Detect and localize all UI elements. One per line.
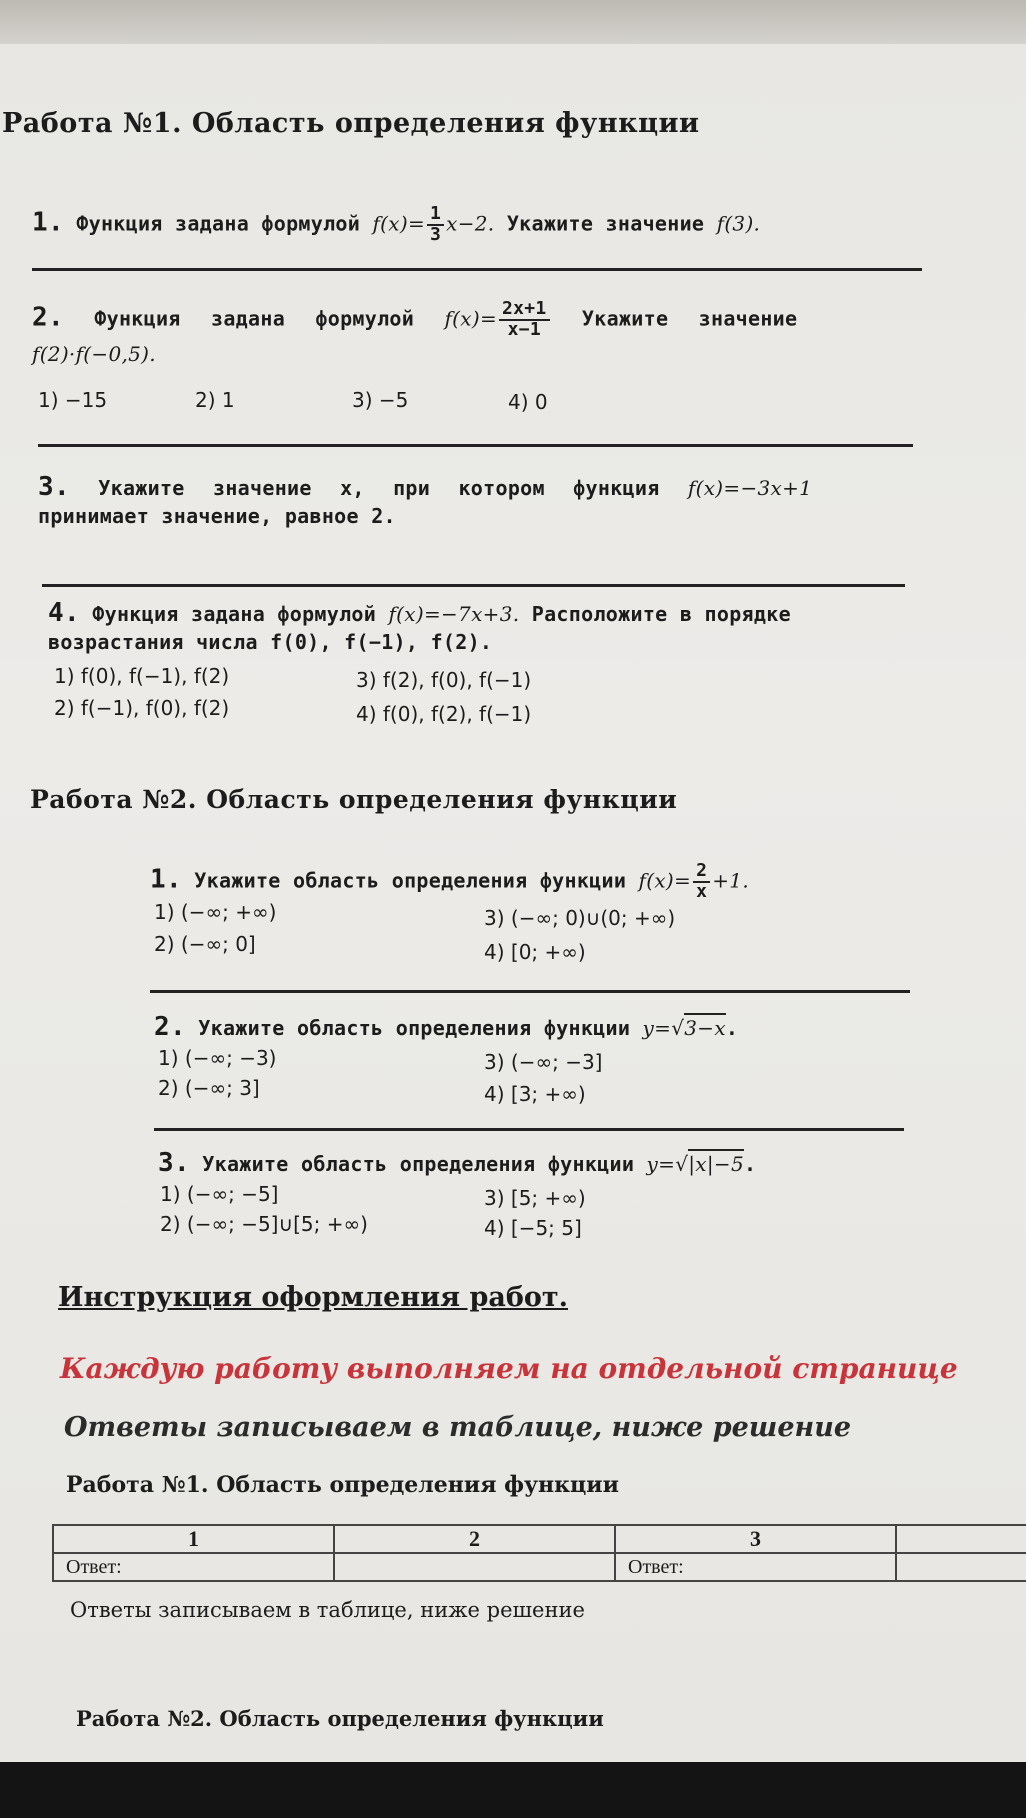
formula-rest: x−2. bbox=[446, 211, 495, 236]
q-number: 3. bbox=[38, 472, 70, 502]
fraction bbox=[693, 862, 710, 902]
work2-q2 bbox=[154, 1012, 738, 1042]
q-number: 3. bbox=[158, 1148, 190, 1178]
q-text2: Расположите в порядке bbox=[531, 602, 791, 626]
frac-den: x bbox=[696, 880, 708, 902]
work2-q1 bbox=[150, 862, 749, 902]
top-shadow bbox=[0, 0, 1026, 48]
option: 4) [−5; 5] bbox=[484, 1216, 582, 1240]
table-header-cell: 1 bbox=[53, 1525, 334, 1553]
formula: f(x)= bbox=[444, 306, 497, 331]
option: 2) (−∞; 0] bbox=[154, 932, 256, 956]
divider bbox=[38, 444, 913, 447]
answer-cell[interactable] bbox=[334, 1553, 615, 1581]
option: 4) [0; +∞) bbox=[484, 940, 586, 964]
option: 3) (−∞; 0)∪(0; +∞) bbox=[484, 906, 676, 930]
radicand: 3−x bbox=[684, 1013, 726, 1040]
divider bbox=[150, 990, 910, 993]
formula-tail: f(3). bbox=[716, 211, 761, 236]
option: 3) (−∞; −3] bbox=[484, 1050, 603, 1074]
formula: f(x)=−3x+1 bbox=[687, 476, 813, 500]
answer-cell[interactable] bbox=[896, 1553, 1026, 1581]
below-table-note: Ответы записываем в таблице, ниже решение bbox=[70, 1598, 585, 1622]
frac-num: 1 bbox=[427, 205, 444, 226]
option: 1) f(0), f(−1), f(2) bbox=[54, 664, 230, 688]
table-header-cell: 3 bbox=[615, 1525, 896, 1553]
formula-rest: +1. bbox=[712, 868, 749, 893]
q-text: Укажите значение x, при котором функция bbox=[98, 476, 660, 500]
work1-q2-line2 bbox=[32, 342, 156, 366]
work1-q3 bbox=[38, 472, 812, 502]
italic-instruction: Ответы записываем в таблице, ниже решение bbox=[64, 1412, 852, 1443]
divider bbox=[32, 268, 922, 271]
option: 1) −15 bbox=[38, 388, 108, 412]
work1-q1 bbox=[32, 205, 760, 245]
frac-den: x−1 bbox=[507, 318, 541, 340]
q-text: Укажите область определения функции bbox=[194, 868, 627, 893]
table-row bbox=[53, 1553, 1026, 1581]
work2-title: Работа №2. Область определения функции bbox=[30, 785, 678, 814]
instructions-heading: Инструкция оформления работ. bbox=[58, 1282, 568, 1313]
work1-title: Работа №1. Область определения функции bbox=[2, 108, 700, 139]
q-text: Функция задана формулой bbox=[92, 602, 377, 626]
frac-num: 2x+1 bbox=[499, 300, 550, 321]
divider bbox=[42, 584, 905, 587]
formula-end: . bbox=[744, 1152, 757, 1176]
red-instruction: Каждую работу выполняем на отдельной странице bbox=[60, 1352, 958, 1385]
fraction bbox=[427, 205, 444, 245]
q-number: 2. bbox=[32, 302, 64, 333]
table-header-row bbox=[53, 1525, 1026, 1553]
option: 4) f(0), f(2), f(−1) bbox=[356, 702, 532, 726]
option: 2) (−∞; 3] bbox=[158, 1076, 260, 1100]
bottom-edge bbox=[0, 1762, 1026, 1818]
table-header-cell bbox=[896, 1525, 1026, 1553]
fraction bbox=[499, 300, 550, 340]
work2-subheading: Работа №2. Область определения функции bbox=[76, 1706, 604, 1731]
formula-line2: f(2)·f(−0,5). bbox=[32, 342, 156, 366]
q-number: 1. bbox=[150, 864, 182, 895]
option: 2) 1 bbox=[195, 388, 235, 412]
q-number: 2. bbox=[154, 1012, 186, 1042]
formula: f(x)= bbox=[372, 211, 425, 236]
work2-q3 bbox=[158, 1148, 756, 1178]
frac-den: 3 bbox=[430, 223, 442, 245]
divider bbox=[154, 1128, 904, 1131]
option: 2) (−∞; −5]∪[5; +∞) bbox=[160, 1212, 368, 1236]
work1-q4 bbox=[48, 598, 791, 628]
option: 3) [5; +∞) bbox=[484, 1186, 586, 1210]
formula-end: . bbox=[725, 1016, 739, 1040]
q-number: 4. bbox=[48, 598, 80, 628]
answer-cell[interactable]: Ответ: bbox=[53, 1553, 334, 1581]
formula: f(x)= bbox=[638, 868, 692, 893]
q-text: Укажите область определения функции bbox=[202, 1152, 635, 1176]
formula: y=√ bbox=[642, 1016, 685, 1040]
option: 2) f(−1), f(0), f(2) bbox=[54, 696, 230, 720]
option: 1) (−∞; +∞) bbox=[154, 900, 277, 924]
q-text: Укажите область определения функции bbox=[198, 1016, 631, 1040]
table-header-cell: 2 bbox=[334, 1525, 615, 1553]
option: 1) (−∞; −3) bbox=[158, 1046, 277, 1070]
option: 1) (−∞; −5] bbox=[160, 1182, 279, 1206]
option: 4) 0 bbox=[508, 390, 548, 414]
option: 3) −5 bbox=[352, 388, 409, 412]
option: 4) [3; +∞) bbox=[484, 1082, 586, 1106]
work1-q4-line2: возрастания числа f(0), f(−1), f(2). bbox=[48, 630, 493, 654]
q-text2: Укажите значение bbox=[581, 306, 798, 331]
answers-table bbox=[52, 1524, 1026, 1582]
answer-cell[interactable]: Ответ: bbox=[615, 1553, 896, 1581]
formula: f(x)=−7x+3. bbox=[388, 602, 520, 626]
option: 3) f(2), f(0), f(−1) bbox=[356, 668, 532, 692]
work1-q3-line2: принимает значение, равное 2. bbox=[38, 504, 396, 528]
q-number: 1. bbox=[32, 207, 64, 238]
frac-num: 2 bbox=[693, 862, 710, 883]
radicand: |x|−5 bbox=[688, 1149, 744, 1176]
q-text2: Укажите значение bbox=[506, 211, 705, 236]
q-text: Функция задана формулой bbox=[94, 306, 415, 331]
work1-q2 bbox=[32, 300, 797, 340]
work1-subheading: Работа №1. Область определения функции bbox=[66, 1472, 619, 1498]
formula: y=√ bbox=[646, 1152, 689, 1176]
q-text: Функция задана формулой bbox=[76, 211, 361, 236]
